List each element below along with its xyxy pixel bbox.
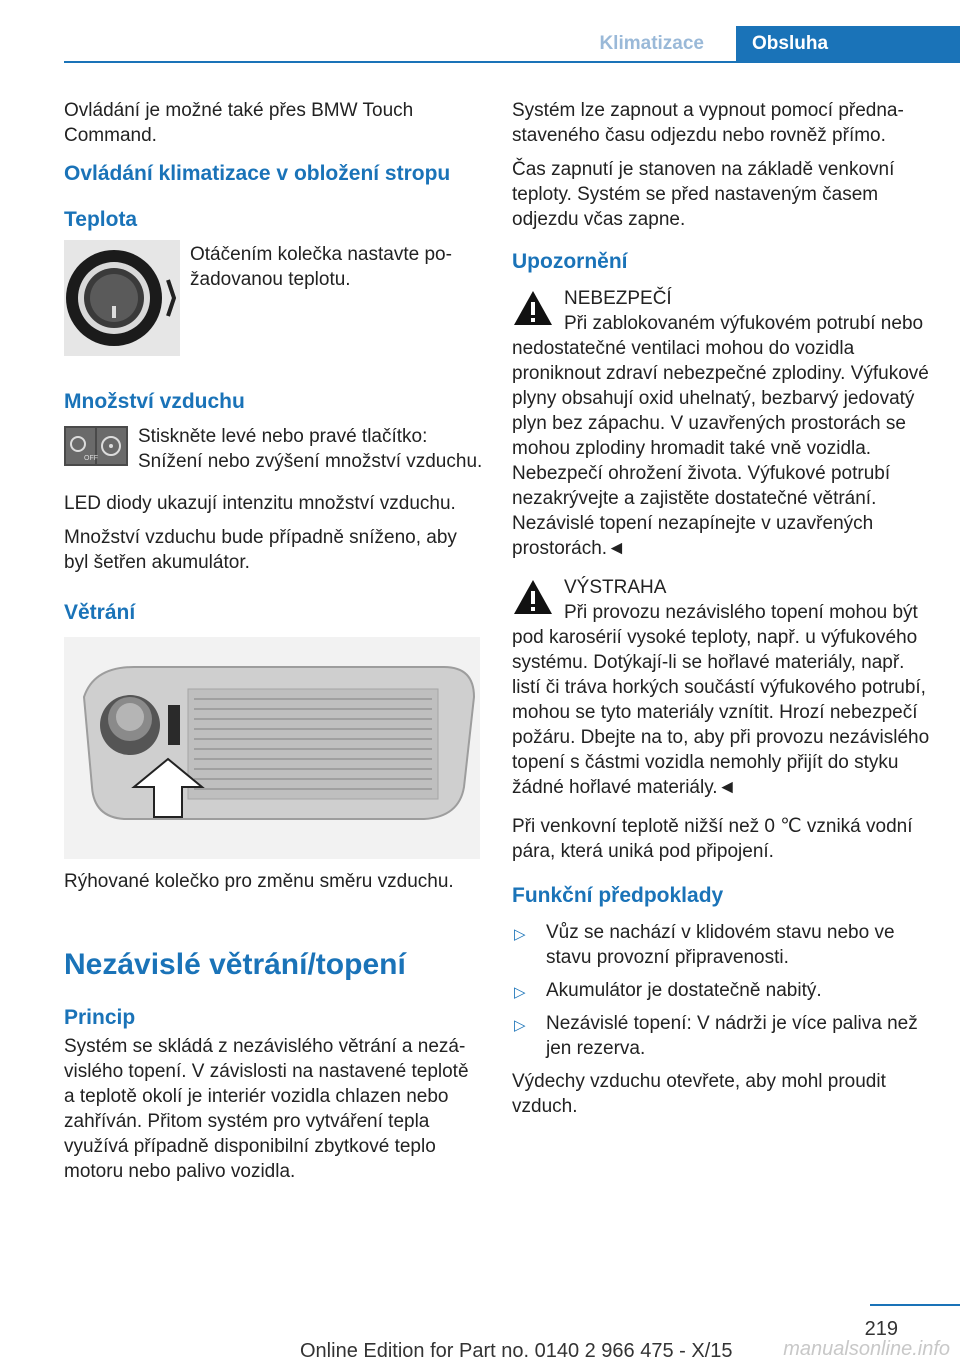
- triangle-bullet-icon: ▷: [514, 926, 526, 943]
- fan-off-label: OFF: [84, 455, 98, 462]
- warning-text: Při provozu nezávislého topení mohou být pod karosérií vysoké teploty, např. u výfukového systému. Dotýkají-li se hořlavé materiály, např. listí či tráva horkých součástí výfukového potrubí, mohou se tyto materiály vznítit. Hrozí nebezpečí požáru. Dbejte na to, aby při provozu nezávislého topení s částmi vozidla nemohly přijít do styku žádné hořlavé materiály.◄: [512, 602, 930, 798]
- header-chapter: Obsluha: [736, 26, 960, 62]
- vent-image: [64, 637, 480, 859]
- caution-warning-icon: [512, 577, 554, 617]
- dial-icon: [64, 240, 180, 356]
- vent-caption: Rýhované kolečko pro změnu směru vzduchu.: [64, 871, 454, 892]
- footer-rule: [870, 1304, 960, 1306]
- heading-notice: Upozornění: [512, 250, 628, 273]
- header-rule: [64, 61, 960, 63]
- right-column: [512, 98, 932, 1128]
- heading-air-quantity: Množství vzduchu: [64, 390, 245, 413]
- danger-warning-icon: [512, 288, 554, 328]
- principle-text: Systém se skládá z nezávislého větrání a nezávislého topení. V závislosti na nastavené teplotě a teplotě okolí je interiér vozidla chlazen nebo zahříván. Přitom systém pro vytváření tepla využívá případně disponibilní zbytkové teplo motoru nebo palivo vozidla.: [64, 1036, 469, 1182]
- footer-edition: Online Edition for Part no. 0140 2 966 475 - X/15: [300, 1340, 733, 1362]
- triangle-bullet-icon: ▷: [514, 1017, 526, 1034]
- danger-text: Při zablokovaném výfukovém potrubí nebo nedostatečné ventilaci mohou do vozidla proniknout zdraví nebezpečné zplodiny. Výfukové plyny obsahují oxid uhelnatý, bezbarvý jedovatý plyn bez zápachu. V uzavřených prostorách se mohou zplodiny hromadit také vně vozidla. Nebezpečí ohrožení života. Výfukové potrubí nezakrývejte a zajistěte dostatečné větrání. Nezávislé topení nezapínejte v uzavřených prostorách.◄: [512, 313, 929, 559]
- triangle-bullet-icon: ▷: [514, 984, 526, 1001]
- heading-ventilation: Větrání: [64, 601, 136, 624]
- warning-label: VÝSTRAHA: [564, 577, 667, 598]
- heading-independent-heating: Nezávislé větrání/topení: [64, 948, 406, 981]
- air-vent-icon: [64, 637, 480, 859]
- temperature-text: Otáčením kolečka nastavte požadovanou teplotu.: [190, 244, 452, 290]
- heading-temperature: Teplota: [64, 208, 138, 231]
- time-text: Čas zapnutí je stanoven na základě venkovní teploty. Systém se před nastaveným časem odjezdu včas zapne.: [512, 159, 895, 230]
- danger-block: [512, 286, 932, 561]
- heading-principle: Princip: [64, 1006, 136, 1029]
- heading-ceiling: Ovládání klimatizace v obložení stropu: [64, 162, 451, 185]
- intro-text: Ovládání je možné také přes BMW Touch Command.: [64, 100, 414, 146]
- requirements-list: [512, 920, 932, 1061]
- warning-block: [512, 575, 932, 800]
- battery-text: Množství vzduchu bude případně sníženo, aby byl šetřen akumulátor.: [64, 527, 457, 573]
- fan-buttons-image: [64, 426, 128, 466]
- fan-icon: [64, 426, 128, 466]
- left-column: [64, 98, 484, 1193]
- switch-text: Systém lze zapnout a vypnout pomocí přednastaveného času odjezdu nebo rovněž přímo.: [512, 100, 904, 146]
- cold-text: Při venkovní teplotě nižší než 0 ℃ vzniká vodní pára, která uniká pod připojení.: [512, 816, 913, 862]
- led-text: LED diody ukazují intenzitu množství vzduchu.: [64, 493, 456, 514]
- header-section: Klimatizace: [599, 33, 704, 54]
- page-number: 219: [864, 1318, 898, 1340]
- heading-requirements: Funkční předpoklady: [512, 884, 724, 907]
- temperature-dial-image: [64, 240, 180, 356]
- list-item: ▷ Akumulátor je dostatečně nabitý.: [512, 978, 932, 1003]
- outlets-text: Výdechy vzduchu otevřete, aby mohl proudit vzduch.: [512, 1071, 886, 1117]
- list-item: ▷ Vůz se nachází v klidovém stavu nebo ve stavu provozní připravenosti.: [514, 922, 895, 968]
- watermark: manualsonline.info: [783, 1338, 950, 1360]
- danger-label: NEBEZPEČÍ: [564, 288, 672, 309]
- air-quantity-text: Stiskněte levé nebo pravé tlačítko: Snížení nebo zvýšení množství vzduchu.: [138, 426, 483, 472]
- list-item: ▷ Nezávislé topení: V nádrži je více paliva než jen rezerva.: [514, 1013, 918, 1059]
